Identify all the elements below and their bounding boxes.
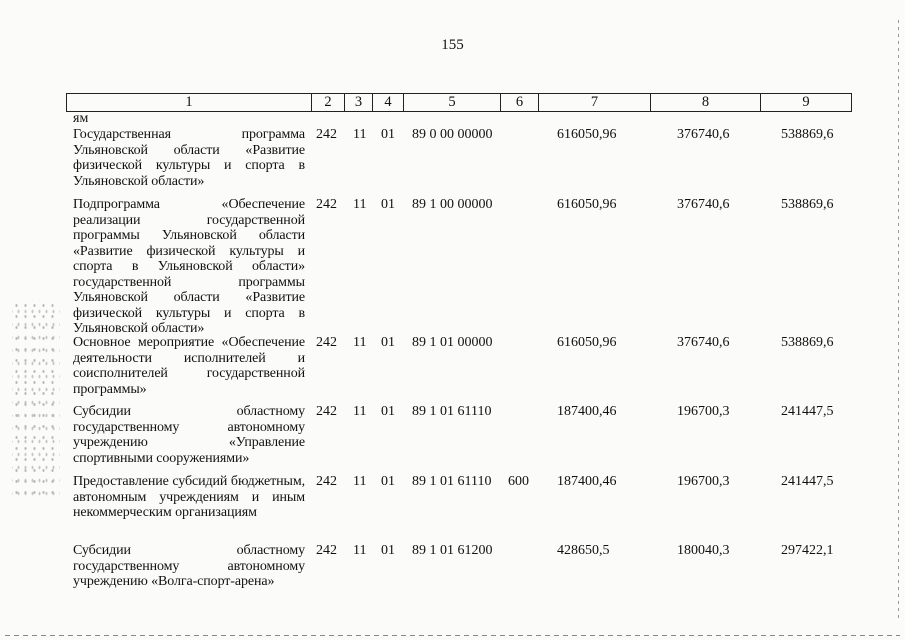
cell-col-5: 89 1 00 00000 bbox=[412, 197, 493, 212]
cell-col-8: 180040,3 bbox=[677, 543, 730, 558]
cell-col-6: 600 bbox=[508, 474, 529, 489]
cell-col-5: 89 1 01 61110 bbox=[412, 404, 492, 419]
header-col-4: 4 bbox=[373, 94, 404, 112]
cell-col-8: 376740,6 bbox=[677, 335, 730, 350]
cell-col-9: 241447,5 bbox=[781, 474, 834, 489]
cell-col-7: 187400,46 bbox=[557, 474, 617, 489]
cell-col-9: 538869,6 bbox=[781, 335, 834, 350]
cell-col-2: 242 bbox=[316, 335, 337, 350]
cell-col-9: 297422,1 bbox=[781, 543, 834, 558]
row-name: Подпрограмма «Обеспечение реализации государственной программы Ульяновской области «Развитие физической культуры и спорта в Ульяновской области» государственной программы Ульяновской области «Развитие физической культуры и спорта в Ульяновской области» bbox=[73, 197, 305, 336]
cell-col-4: 01 bbox=[381, 474, 395, 489]
scan-edge-bottom bbox=[5, 635, 900, 636]
row-name: Субсидии областному государственному автономному учреждению «Управление спортивными сооружениями» bbox=[73, 404, 305, 466]
cell-col-3: 11 bbox=[353, 335, 367, 350]
cell-col-7: 616050,96 bbox=[557, 197, 617, 212]
cell-col-8: 376740,6 bbox=[677, 127, 730, 142]
header-col-1: 1 bbox=[67, 94, 312, 112]
cell-col-4: 01 bbox=[381, 404, 395, 419]
header-col-6: 6 bbox=[501, 94, 539, 112]
row-name: Субсидии областному государственному автономному учреждению «Волга-спорт-арена» bbox=[73, 543, 305, 589]
cell-col-3: 11 bbox=[353, 404, 367, 419]
cell-col-8: 376740,6 bbox=[677, 197, 730, 212]
cell-col-4: 01 bbox=[381, 127, 395, 142]
cell-col-5: 89 1 01 00000 bbox=[412, 335, 493, 350]
cell-col-2: 242 bbox=[316, 404, 337, 419]
header-col-9: 9 bbox=[761, 94, 852, 112]
row-name: Государственная программа Ульяновской области «Развитие физической культуры и спорта в Ульяновской области» bbox=[73, 127, 305, 189]
cell-col-7: 616050,96 bbox=[557, 127, 617, 142]
cell-col-5: 89 1 01 61110 bbox=[412, 474, 492, 489]
cell-col-5: 89 1 01 61200 bbox=[412, 543, 493, 558]
cell-col-4: 01 bbox=[381, 335, 395, 350]
cell-col-2: 242 bbox=[316, 127, 337, 142]
cell-col-4: 01 bbox=[381, 197, 395, 212]
cell-col-2: 242 bbox=[316, 543, 337, 558]
cell-col-8: 196700,3 bbox=[677, 474, 730, 489]
cell-col-7: 428650,5 bbox=[557, 543, 610, 558]
scan-edge-right bbox=[898, 20, 899, 620]
header-col-2: 2 bbox=[312, 94, 345, 112]
cell-col-3: 11 bbox=[353, 197, 367, 212]
row-name: Предоставление субсидий бюджетным, автономным учреждениям и иным некоммерческим организациям bbox=[73, 474, 305, 520]
cell-col-5: 89 0 00 00000 bbox=[412, 127, 493, 142]
cell-col-9: 538869,6 bbox=[781, 127, 834, 142]
header-col-7: 7 bbox=[539, 94, 651, 112]
cell-col-3: 11 bbox=[353, 127, 367, 142]
cell-col-8: 196700,3 bbox=[677, 404, 730, 419]
cell-col-2: 242 bbox=[316, 197, 337, 212]
cell-col-7: 616050,96 bbox=[557, 335, 617, 350]
row-name: Основное мероприятие «Обеспечение деятельности исполнителей и соисполнителей государственной программы» bbox=[73, 335, 305, 397]
cell-col-3: 11 bbox=[353, 543, 367, 558]
cell-col-2: 242 bbox=[316, 474, 337, 489]
scan-noise bbox=[12, 300, 60, 500]
header-col-8: 8 bbox=[651, 94, 761, 112]
cell-col-7: 187400,46 bbox=[557, 404, 617, 419]
header-col-5: 5 bbox=[404, 94, 501, 112]
header-col-3: 3 bbox=[345, 94, 373, 112]
page-number: 155 bbox=[441, 37, 464, 53]
cell-col-9: 538869,6 bbox=[781, 197, 834, 212]
cell-col-4: 01 bbox=[381, 543, 395, 558]
cell-col-9: 241447,5 bbox=[781, 404, 834, 419]
continuation-text: ям bbox=[73, 111, 89, 126]
cell-col-3: 11 bbox=[353, 474, 367, 489]
